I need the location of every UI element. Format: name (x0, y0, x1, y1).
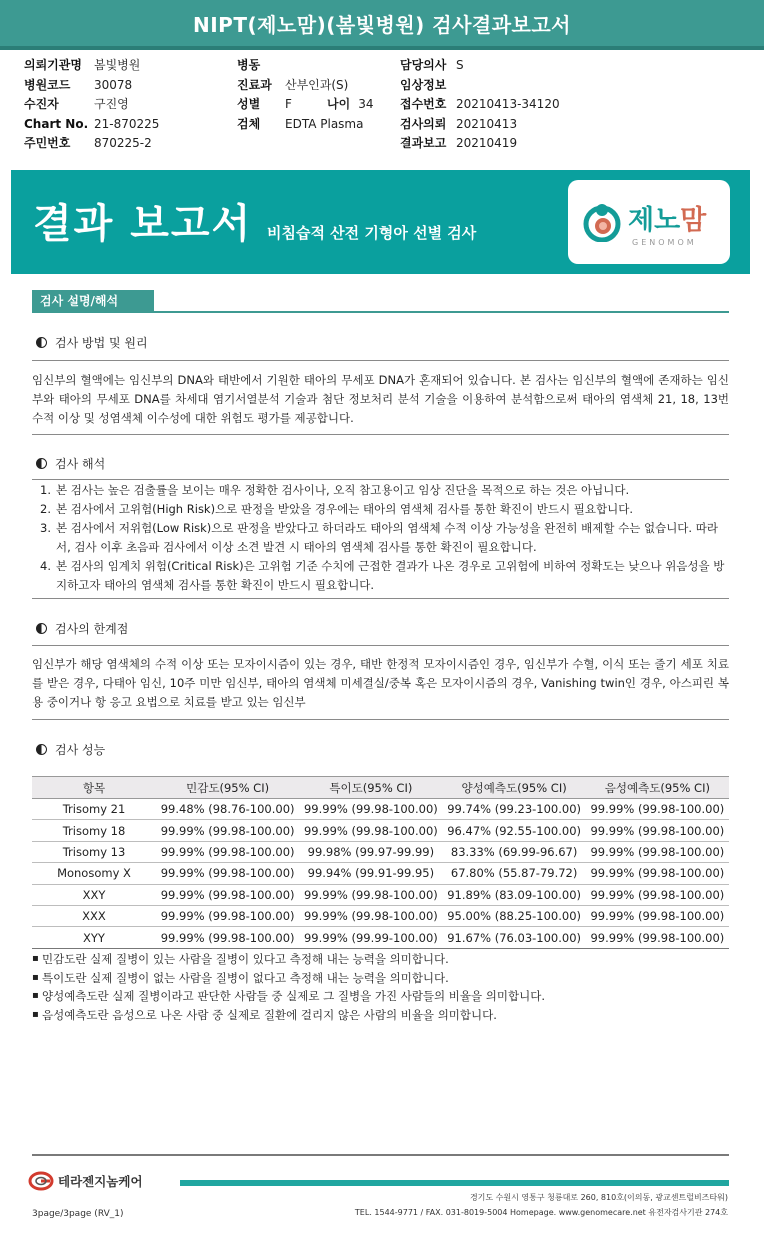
info-row-dept: 진료과 산부인과(S) (237, 77, 349, 92)
report-title-bar (0, 0, 764, 50)
company-contact: TEL. 1544-9771 / FAX. 031-8019-5004 Homepage. www.genomecare.net 유전자검사기관 274호 (354, 1208, 728, 1217)
table-header-row (32, 777, 729, 799)
footer-divider (32, 1154, 729, 1156)
report-title: NIPT(제노맘)(봄빛병원) 검사결과보고서 (193, 13, 571, 37)
limitations-heading: 검사의 한계점 (36, 620, 128, 637)
info-row: 병원코드 30078 (24, 77, 133, 92)
genomom-logo-icon (582, 202, 622, 242)
divider (32, 719, 729, 720)
info-row-ward: 병동 (237, 58, 261, 72)
footer-accent-bar (180, 1180, 729, 1186)
divider (32, 645, 729, 646)
half-circle-icon (36, 623, 47, 634)
table-row: Trisomy 13 99.99% (99.98-100.00) 99.98% (99.97-99.99) 83.33% (69.99-96.67) 99.99% (99.98-100.00) (32, 841, 729, 862)
info-row-specimen: 검체 EDTA Plasma (237, 116, 364, 131)
info-row: 주민번호 870225-2 (24, 136, 152, 150)
info-row: 의뢰기관명 봄빛병원 (24, 58, 141, 72)
table-header: 양성예측도(95% CI) (443, 777, 586, 799)
method-text: 임신부의 혈액에는 임신부의 DNA와 태반에서 기원한 태아의 무세포 DNA가 혼재되어 있습니다. 본 검사는 임신부의 혈액에 존재하는 임신부와 태아의 무세포 DNA를 차세대 염기서열분석 기술과 첨단 정보처리 분석 기술을 이용하여 분석함으로써 태아의 염색체 21, 18, 13번 수적 이상 및 성염색체 이수성에 대한 위험도 평가를 제공합니다. (32, 373, 729, 425)
logo-name: 제노맘 (628, 205, 707, 236)
info-column-3 (400, 56, 560, 154)
section-divider (32, 311, 729, 313)
half-circle-icon (36, 458, 47, 469)
note-item: ▪ 특이도란 실제 질병이 없는 사람을 질병이 없다고 측정해 내는 능력을 의미합니다. (32, 969, 729, 988)
info-row: 임상정보 (400, 77, 447, 92)
patient-info (24, 56, 744, 152)
info-row: 수진자 구진영 (24, 97, 129, 111)
list-item: 1. 본 검사는 높은 검출률을 보이는 매우 정확한 검사이나, 오직 참고용이고 임상 진단을 목적으로 하는 것은 아닙니다. (40, 483, 630, 497)
method-heading: 검사 방법 및 원리 (36, 334, 148, 351)
performance-heading: 검사 성능 (36, 741, 105, 758)
section-tab: 검사 설명/해석 (32, 290, 154, 312)
table-header: 민감도(95% CI) (156, 777, 299, 799)
info-column-1 (24, 56, 159, 154)
performance-notes (32, 950, 729, 1024)
divider (32, 434, 729, 435)
table-row: XXY 99.99% (99.98-100.00) 99.99% (99.98-100.00) 91.89% (83.09-100.00) 99.99% (99.98-100.00) (32, 884, 729, 905)
info-column-2 (237, 56, 373, 134)
table-header: 특이도(95% CI) (299, 777, 442, 799)
table-row: Monosomy X 99.99% (99.98-100.00) 99.94% (99.91-99.95) 67.80% (55.87-79.72) 99.99% (99.98-100.00) (32, 863, 729, 884)
info-row: 결과보고 20210419 (400, 136, 518, 150)
table-row: Trisomy 21 99.48% (98.76-100.00) 99.99% (99.98-100.00) 99.74% (99.23-100.00) 99.99% (99.98-100.00) (32, 799, 729, 820)
interpretation-heading: 검사 해석 (36, 455, 105, 472)
limitations-text: 임신부가 해당 염색체의 수적 이상 또는 모자이시즘이 있는 경우, 태반 한정적 모자이시즘인 경우, 임신부가 수혈, 이식 또는 줄기 세포 치료를 받은 경우, 다태아 임신, 10주 미만 임신부, 태아의 염색체 미세결실/중복 혹은 모자이시즘의 경우, Vanishing twin인 경우, 아스피린 복용 중이거나 항 응고 요법으로 치료를 받고 있는 임신부 (32, 657, 729, 709)
company-address: 경기도 수원시 영통구 청룡대로 260, 810호(이의동, 광교센트럴비즈타워) (469, 1193, 728, 1202)
table-row: XYY 99.99% (99.98-100.00) 99.99% (99.99-100.00) 91.67% (76.03-100.00) 99.99% (99.98-100.00) (32, 927, 729, 948)
result-banner (11, 170, 750, 274)
divider (32, 479, 729, 480)
half-circle-icon (36, 744, 47, 755)
list-item: 2. 본 검사에서 고위험(High Risk)으로 판정을 받았을 경우에는 태아의 염색체 검사를 통한 확진이 반드시 필요합니다. (40, 502, 633, 516)
logo-english: GENOMOM (632, 238, 697, 247)
table-row: XXX 99.99% (99.98-100.00) 99.99% (99.98-100.00) 95.00% (88.25-100.00) 99.99% (99.98-100.00) (32, 905, 729, 926)
list-item: 4. 본 검사의 임계치 위험(Critical Risk)은 고위험 기준 수치에 근접한 결과가 나온 경우로 고위험에 비하여 정확도는 낮으나 위음성을 방지하고자 태아의 염색체 검사를 통한 확진이 반드시 필요합니다. (40, 559, 725, 592)
info-row: 접수번호 20210413-34120 (400, 97, 560, 111)
banner-subtitle: 비침습적 산전 기형아 선별 검사 (267, 224, 477, 242)
note-item: ▪ 양성예측도란 실제 질병이라고 판단한 사람들 중 실제로 그 질병을 가진 사람들의 비율을 의미합니다. (32, 987, 729, 1006)
company-name: 테라젠지놈케어 (58, 1174, 143, 1189)
interpretation-list (32, 481, 729, 595)
info-row: 검사의뢰 20210413 (400, 116, 518, 131)
table-row: Trisomy 18 99.99% (99.98-100.00) 99.99% (99.98-100.00) 96.47% (92.55-100.00) 99.99% (99.98-100.00) (32, 820, 729, 841)
info-row: 담당의사 S (400, 58, 464, 72)
table-header: 음성예측도(95% CI) (586, 777, 729, 799)
note-item: ▪ 민감도란 실제 질병이 있는 사람을 질병이 있다고 측정해 내는 능력을 의미합니다. (32, 950, 729, 969)
half-circle-icon (36, 337, 47, 348)
list-item: 3. 본 검사에서 저위험(Low Risk)으로 판정을 받았다고 하더라도 태아의 염색체 수적 이상 가능성을 완전히 배제할 수는 없습니다. 따라서, 검사 이후 초음파 검사에서 이상 소견 발견 시 태아의 염색체 검사를 통한 확진이 필요합니다. (40, 521, 718, 554)
company-logo (28, 1170, 143, 1192)
performance-table (32, 776, 729, 949)
info-row-sex-age: 성별 F 나이 34 (237, 97, 374, 111)
note-item: ▪ 음성예측도란 음성으로 나온 사람 중 실제로 질환에 걸리지 않은 사람의 비율을 의미합니다. (32, 1006, 729, 1025)
page-number: 3page/3page (RV_1) (32, 1209, 124, 1219)
banner-title: 결과 보고서 (33, 201, 253, 247)
info-row: Chart No. 21-870225 (24, 116, 160, 131)
table-header: 항목 (32, 777, 156, 799)
genomom-logo (568, 180, 730, 264)
divider (32, 360, 729, 361)
company-logo-icon (28, 1171, 54, 1191)
divider (32, 598, 729, 599)
